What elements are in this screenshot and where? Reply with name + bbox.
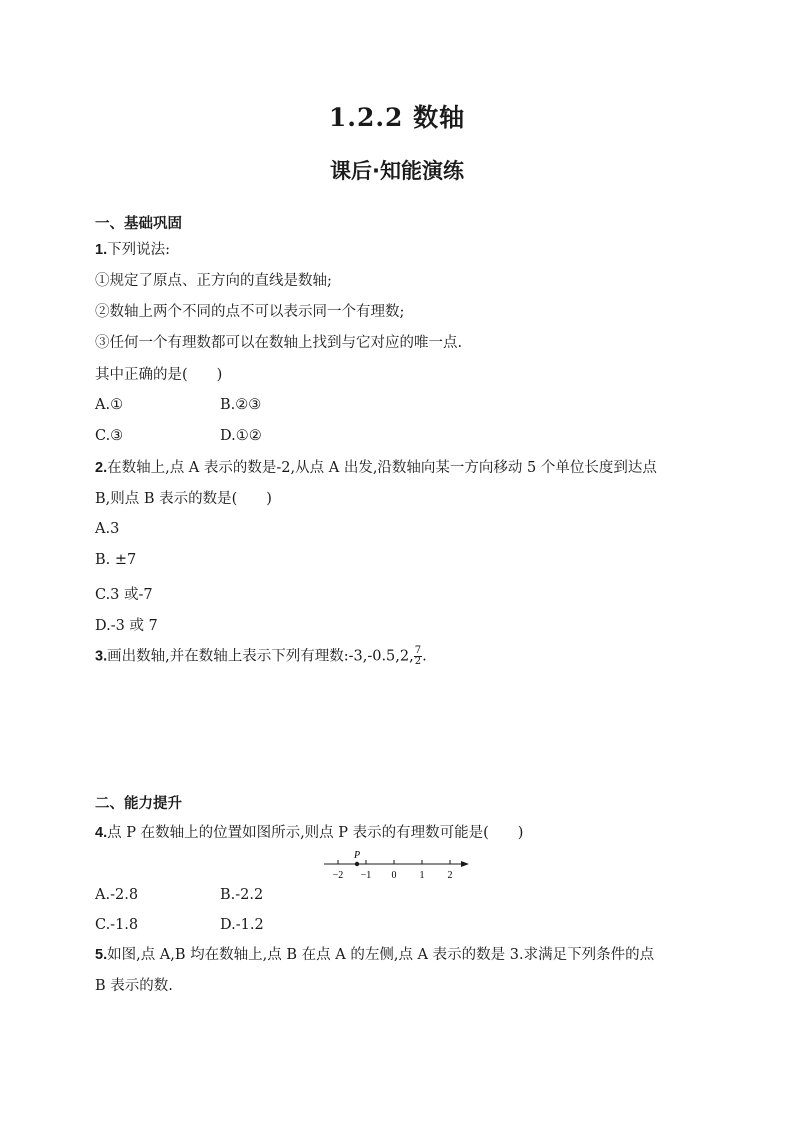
tick-label: 0 <box>391 870 397 881</box>
option-d: D.-3 或 7 <box>95 618 158 634</box>
tick-label: −1 <box>360 870 372 881</box>
point-p-dot <box>355 862 359 866</box>
question-number: 5. <box>95 947 108 963</box>
question-text: 画出数轴,并在数轴上表示下列有理数:-3,-0.5,2, <box>107 648 414 665</box>
option-d: D.-1.2 <box>220 917 264 933</box>
tick-label: 2 <box>447 870 453 881</box>
question-end: . <box>422 648 427 665</box>
fraction-denominator: 2 <box>414 656 422 667</box>
question-number: 3. <box>95 648 108 665</box>
question-1-prompt: 其中正确的是( ) <box>95 367 223 383</box>
fraction-numerator: 7 <box>414 645 422 656</box>
question-3 <box>95 646 427 667</box>
question-text: 点 P 在数轴上的位置如图所示,则点 P 表示的有理数可能是( ) <box>107 825 524 841</box>
number-line-arrow <box>461 861 469 867</box>
page-title: 1.2.2 数轴 <box>328 103 466 132</box>
option-c: C.③ <box>95 428 124 444</box>
question-text: 在数轴上,点 A 表示的数是-2,从点 A 出发,沿数轴向某一方向移动 5 个单位长度到达点 <box>107 460 657 476</box>
option-c: C.3 或-7 <box>95 587 153 603</box>
question-5-line-1 <box>95 946 654 964</box>
question-number: 4. <box>95 825 108 841</box>
point-p-label: P <box>353 850 361 861</box>
question-text: 下列说法: <box>107 242 170 258</box>
question-4 <box>95 824 523 842</box>
question-number: 2. <box>95 460 108 476</box>
statement-2: ②数轴上两个不同的点不可以表示同一个有理数; <box>95 304 405 320</box>
number-line-figure <box>320 848 472 882</box>
tick-label: 1 <box>419 870 425 881</box>
tick-label: −2 <box>332 870 344 881</box>
page-subtitle: 课后·知能演练 <box>330 159 464 183</box>
statement-3: ③任何一个有理数都可以在数轴上找到与它对应的唯一点. <box>95 335 463 351</box>
option-a: A.3 <box>95 521 120 537</box>
question-5-line-2: B 表示的数. <box>95 978 173 994</box>
section-advanced-heading: 二、能力提升 <box>95 796 182 812</box>
statement-1: ①规定了原点、正方向的直线是数轴; <box>95 273 332 289</box>
section-basic-heading: 一、基础巩固 <box>95 216 182 232</box>
option-c: C.-1.8 <box>95 917 139 933</box>
question-2-line-1 <box>95 459 657 477</box>
option-b: B.-2.2 <box>220 887 264 903</box>
option-b: B. ±7 <box>95 552 137 568</box>
question-number: 1. <box>95 242 108 258</box>
fraction-seven-halves <box>414 646 422 667</box>
option-a: A.① <box>95 397 124 413</box>
question-2-line-2: B,则点 B 表示的数是( ) <box>95 491 272 507</box>
option-b: B.②③ <box>220 397 262 413</box>
question-1-stem <box>95 241 170 259</box>
question-text: 如图,点 A,B 均在数轴上,点 B 在点 A 的左侧,点 A 表示的数是 3.求满足下列条件的点 <box>107 947 655 963</box>
option-d: D.①② <box>220 428 262 444</box>
option-a: A.-2.8 <box>95 887 139 903</box>
